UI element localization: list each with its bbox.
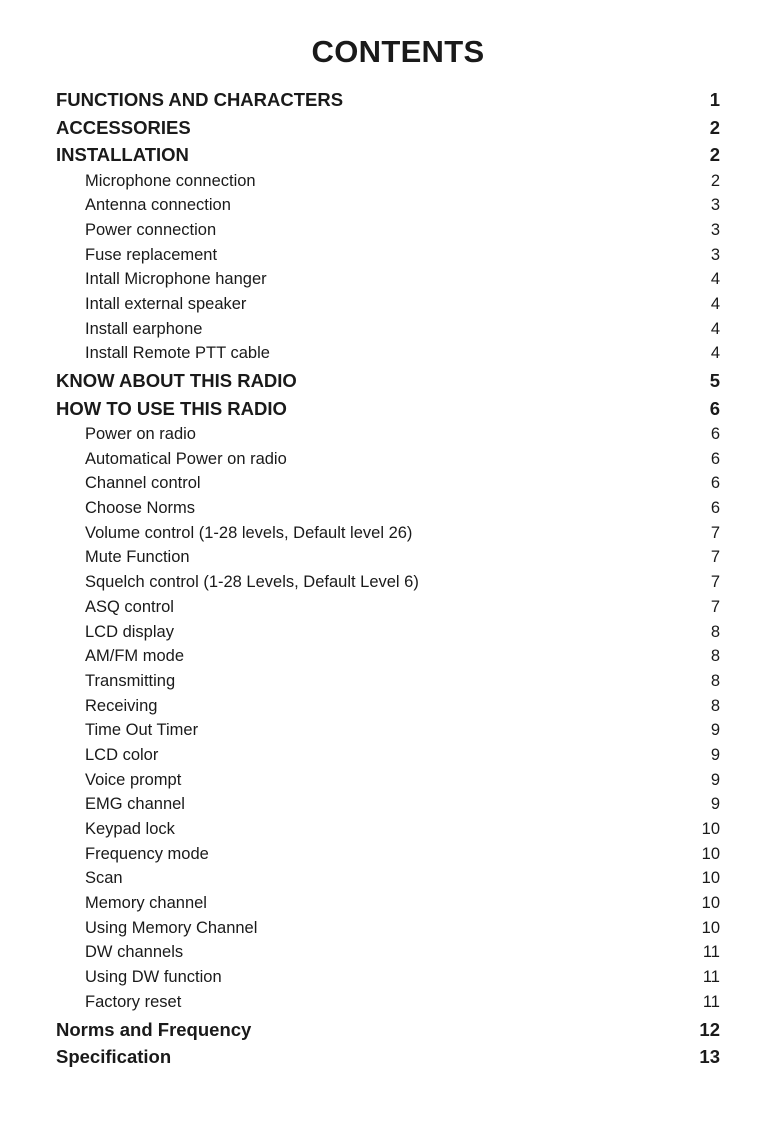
toc-subsection-entry[interactable] [56,817,720,842]
toc-entry-page-number: 10 [701,894,720,913]
toc-entry-label: Mute Function [85,548,190,567]
toc-entry-label: DW channels [85,943,184,962]
toc-entry-label: Receiving [85,696,158,715]
toc-entry-label: Power on radio [85,425,196,443]
toc-entry-label: KNOW ABOUT THIS RADIO [56,370,297,391]
toc-subsection-entry[interactable] [56,792,720,817]
toc-subsection-entry[interactable] [56,768,720,793]
table-of-contents [56,86,720,1071]
toc-entry-label: Fuse replacement [85,245,218,264]
toc-subsection-entry[interactable] [56,545,720,570]
toc-entry-page-number: 4 [710,319,720,338]
toc-entry-label: Keypad lock [85,820,175,838]
toc-subsection-entry[interactable] [56,940,720,965]
toc-entry-page-number: 13 [699,1046,720,1067]
toc-subsection-entry[interactable] [56,570,720,595]
toc-entry-label: Install earphone [85,319,203,338]
toc-entry-label: Using DW function [85,968,222,987]
toc-entry-label: Automatical Power on radio [85,449,287,468]
toc-entry-page-number: 7 [710,573,720,592]
toc-entry-page-number: 4 [710,270,720,289]
toc-entry-page-number: 6 [710,474,720,493]
toc-entry-page-number: 7 [710,548,720,567]
toc-entry-page-number: 10 [701,869,720,888]
toc-entry-page-number: 10 [701,918,720,937]
toc-entry-page-number: 10 [701,844,720,863]
toc-entry-label: Intall Microphone hanger [85,270,267,289]
toc-entry-page-number: 4 [710,294,720,313]
toc-entry-page-number: 3 [710,220,720,239]
toc-entry-page-number: 2 [709,116,720,138]
toc-entry-label: Norms and Frequency [56,1018,252,1040]
toc-subsection-entry[interactable] [56,891,720,916]
toc-entry-page-number: 6 [710,449,720,468]
toc-entry-page-number: 11 [702,968,720,987]
toc-entry-label: ASQ control [85,597,174,616]
toc-entry-label: FUNCTIONS AND CHARACTERS [56,89,344,110]
toc-subsection-entry[interactable] [56,267,720,292]
toc-subsection-entry[interactable] [56,292,720,317]
toc-subsection-entry[interactable] [56,169,720,194]
toc-entry-label: Intall external speaker [85,294,247,313]
toc-entry-page-number: 8 [710,671,720,690]
toc-subsection-entry[interactable] [56,595,720,620]
toc-entry-page-number: 8 [710,647,720,666]
toc-entry-label: Volume control (1-28 levels, Default level 26) [85,523,413,542]
toc-entry-page-number: 10 [701,820,720,838]
toc-subsection-entry[interactable] [56,496,720,521]
toc-entry-label: Scan [85,869,123,888]
toc-subsection-entry[interactable] [56,521,720,546]
toc-subsection-entry[interactable] [56,422,720,447]
toc-entry-label: LCD color [85,745,159,764]
toc-entry-label: Power connection [85,220,217,239]
toc-entry-page-number: 9 [710,770,720,789]
toc-entry-page-number: 6 [710,425,720,443]
toc-entry-label: Squelch control (1-28 Levels, Default Level 6) [85,573,419,592]
toc-entry-label: Install Remote PTT cable [85,344,270,363]
toc-entry-page-number: 7 [710,597,720,616]
toc-entry-page-number: 2 [709,144,720,165]
toc-entry-label: Choose Norms [85,499,196,518]
toc-entry-label: Using Memory Channel [85,918,258,937]
toc-section-entry[interactable] [56,395,720,423]
toc-subsection-entry[interactable] [56,243,720,268]
toc-entry-label: LCD display [85,622,174,641]
toc-subsection-entry[interactable] [56,471,720,496]
toc-section-entry[interactable] [56,367,720,395]
toc-entry-label: Time Out Timer [85,721,199,740]
page-title: CONTENTS [311,34,485,69]
toc-subsection-entry[interactable] [56,317,720,342]
toc-entry-page-number: 2 [710,171,720,190]
toc-entry-page-number: 8 [710,622,720,641]
toc-entry-label: Microphone connection [85,171,256,190]
toc-subsection-entry[interactable] [56,620,720,645]
toc-subsection-entry[interactable] [56,916,720,941]
toc-entry-label: Channel control [85,474,201,493]
toc-entry-page-number: 7 [710,523,720,542]
toc-entry-label: Memory channel [85,894,207,913]
toc-entry-page-number: 3 [710,196,720,215]
toc-subsection-entry[interactable] [56,965,720,990]
toc-entry-page-number: 1 [709,89,720,110]
toc-section-entry[interactable] [56,1043,720,1071]
toc-section-entry[interactable] [56,141,720,169]
toc-entry-label: AM/FM mode [85,647,185,666]
toc-subsection-entry[interactable] [56,694,720,719]
toc-entry-label: Transmitting [85,671,176,690]
toc-entry-label: ACCESSORIES [56,116,191,138]
toc-subsection-entry[interactable] [56,743,720,768]
toc-entry-page-number: 11 [702,992,720,1011]
toc-entry-page-number: 12 [699,1018,720,1040]
toc-entry-page-number: 8 [710,696,720,715]
toc-subsection-entry[interactable] [56,218,720,243]
toc-entry-label: Factory reset [85,992,182,1011]
toc-subsection-entry[interactable] [56,644,720,669]
toc-subsection-entry[interactable] [56,718,720,743]
toc-entry-label: EMG channel [85,795,185,814]
toc-entry-page-number: 4 [710,344,720,363]
toc-entry-page-number: 9 [710,745,720,764]
toc-section-entry[interactable] [56,1016,720,1044]
toc-entry-page-number: 6 [710,499,720,518]
toc-subsection-entry[interactable] [56,866,720,891]
toc-subsection-entry[interactable] [56,842,720,867]
toc-entry-label: HOW TO USE THIS RADIO [56,397,287,419]
toc-entry-label: Frequency mode [85,844,209,863]
toc-entry-label: INSTALLATION [56,144,189,165]
toc-entry-page-number: 3 [710,245,720,264]
toc-entry-page-number: 5 [709,370,720,391]
toc-entry-page-number: 9 [710,795,720,814]
toc-entry-page-number: 11 [702,943,720,962]
toc-subsection-entry[interactable] [56,341,720,366]
toc-section-entry[interactable] [56,86,720,114]
toc-entry-page-number: 9 [710,721,720,740]
toc-subsection-entry[interactable] [56,990,720,1015]
toc-subsection-entry[interactable] [56,447,720,472]
toc-section-entry[interactable] [56,114,720,142]
toc-entry-label: Specification [56,1046,172,1067]
toc-entry-page-number: 6 [709,397,720,419]
toc-entry-label: Voice prompt [85,770,182,789]
toc-entry-label: Antenna connection [85,196,231,215]
toc-subsection-entry[interactable] [56,193,720,218]
toc-subsection-entry[interactable] [56,669,720,694]
